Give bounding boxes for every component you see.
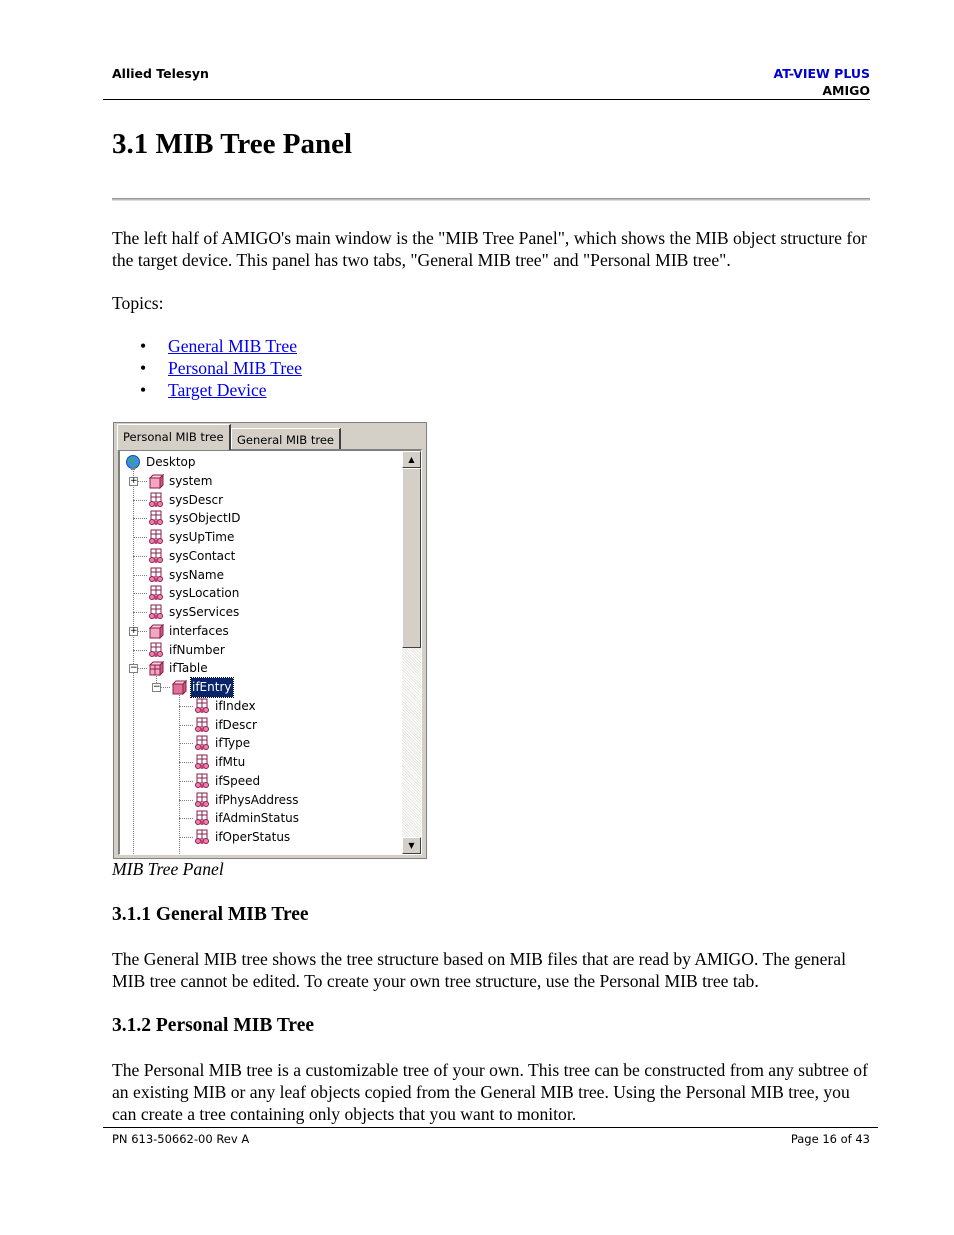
leaf-object-icon [147, 567, 165, 583]
leaf-object-icon [147, 492, 165, 508]
tree-node-ifdescr[interactable] [193, 716, 258, 735]
leaf-object-icon [193, 754, 211, 770]
tree-node-sysname[interactable] [147, 566, 225, 585]
title-rule [112, 198, 870, 201]
tree-node-syscontact[interactable] [147, 547, 236, 566]
leaf-object-icon [147, 604, 165, 620]
tree-node-label: sysContact [169, 548, 236, 563]
scroll-thumb[interactable] [402, 468, 421, 648]
tree-connector-line [133, 518, 147, 519]
tree-connector-line [133, 650, 147, 651]
tree-node-system[interactable] [147, 472, 213, 491]
folder-node-icon [147, 623, 165, 639]
topic-link-target-device[interactable]: Target Device [168, 380, 267, 400]
tree-connector-line [179, 725, 193, 726]
tree-node-label: Desktop [146, 455, 196, 469]
section-body-personal: The Personal MIB tree is a customizable tree of your own. This tree can be constructed from any subtree of an existing MIB or any leaf objects copied from the General MIB tree. Using the Personal MIB tree, you can create a tree containing only objects that you want to monitor. [112, 1060, 868, 1124]
leaf-object-icon [147, 510, 165, 526]
tree-node-label: ifMtu [215, 755, 246, 769]
tree-connector-line [133, 500, 147, 501]
tree-node-label: ifSpeed [215, 773, 261, 788]
footer-rule [103, 1127, 878, 1128]
leaf-object-icon [193, 773, 211, 789]
leaf-object-icon [193, 792, 211, 808]
topics-label: Topics: [112, 293, 164, 313]
tree-node-label: ifType [215, 736, 251, 751]
tree-node-label: ifDescr [215, 717, 257, 732]
tree-connector-line [133, 575, 147, 576]
tree-node-label: ifIndex [215, 698, 256, 713]
tree-view [118, 449, 422, 855]
topic-link-personal-mib-tree[interactable]: Personal MIB Tree [168, 358, 302, 378]
expand-icon[interactable]: + [130, 475, 138, 486]
tree-node-desktop[interactable] [124, 453, 197, 472]
topics-list [140, 335, 302, 401]
topic-link-general-mib-tree[interactable]: General MIB Tree [168, 336, 297, 356]
leaf-object-icon [193, 698, 211, 714]
footer-part-number: PN 613-50662-00 Rev A [112, 1132, 250, 1146]
tree-node-ifoperstatus[interactable] [193, 828, 291, 847]
leaf-object-icon [193, 810, 211, 826]
leaf-object-icon [193, 735, 211, 751]
tree-connector-line [179, 837, 193, 838]
tree-node-ifphysaddress[interactable] [193, 791, 300, 810]
tree-node-label: system [169, 473, 213, 488]
tree-node-label: sysName [169, 567, 225, 582]
tree-node-iftype[interactable] [193, 734, 251, 753]
entry-node-icon [170, 679, 188, 695]
tree-node-label: ifNumber [169, 642, 225, 657]
tree-node-sysservices[interactable] [147, 603, 240, 622]
collapse-icon[interactable]: − [153, 682, 161, 692]
tree-connector-line [133, 556, 147, 557]
header-module: AMIGO [822, 83, 870, 98]
tree-connector-line [179, 762, 193, 763]
tree-connector-line [133, 593, 147, 594]
vertical-scrollbar[interactable] [402, 451, 421, 854]
tree-node-label: ifPhysAddress [215, 792, 299, 807]
section-heading-personal: 3.1.2 Personal MIB Tree [112, 1015, 315, 1036]
intro-paragraph: The left half of AMIGO's main window is the "MIB Tree Panel", which shows the MIB object structure for the target device. This panel has two tabs, "General MIB tree" and "Personal MIB tree". [112, 228, 867, 270]
tree-node-label: ifOperStatus [215, 830, 291, 844]
tree-node-syslocation[interactable] [147, 584, 240, 603]
figure-caption: MIB Tree Panel [112, 859, 224, 879]
tree-node-sysobjectid[interactable] [147, 509, 241, 528]
header-rule [103, 99, 870, 100]
globe-icon [124, 454, 142, 470]
tree-node-ifadminstatus[interactable] [193, 809, 300, 828]
tree-node-iftable[interactable] [147, 659, 209, 678]
tree-node-interfaces[interactable] [147, 622, 230, 641]
leaf-object-icon [193, 717, 211, 733]
header-company: Allied Telesyn [112, 66, 209, 81]
leaf-object-icon [147, 585, 165, 601]
mib-tree-panel-screenshot [113, 422, 427, 859]
header-product: AT-VIEW PLUS [773, 66, 870, 81]
tree-node-label: ifEntry [191, 678, 233, 697]
tree-node-label: sysServices [169, 605, 240, 619]
mib-tree [120, 451, 404, 854]
tree-node-label: sysObjectID [169, 511, 241, 526]
tree-node-ifnumber[interactable] [147, 641, 226, 660]
scroll-down-button[interactable]: ▼ [402, 837, 421, 854]
scroll-up-button[interactable]: ▲ [402, 451, 421, 468]
tree-node-sysuptime[interactable] [147, 528, 235, 547]
footer-page-number: Page 16 of 43 [790, 1132, 870, 1146]
tree-node-label: ifTable [169, 661, 208, 676]
topic-item [140, 335, 302, 357]
tree-node-ifentry[interactable] [170, 678, 233, 697]
tree-node-ifindex[interactable] [193, 697, 257, 716]
page-title: 3.1 MIB Tree Panel [112, 128, 353, 160]
tree-node-label: ifAdminStatus [215, 811, 300, 826]
leaf-object-icon [193, 829, 211, 845]
tree-connector-line [179, 706, 193, 707]
leaf-object-icon [147, 642, 165, 658]
tree-connector-line [179, 781, 193, 782]
section-heading-general: 3.1.1 General MIB Tree [112, 904, 309, 925]
tree-connector-line [133, 468, 134, 854]
tree-connector-line [179, 743, 193, 744]
tree-node-ifmtu[interactable] [193, 753, 246, 772]
tree-connector-line [179, 818, 193, 819]
topic-item [140, 357, 302, 379]
tree-node-ifspeed[interactable] [193, 772, 261, 791]
tree-node-sysdescr[interactable] [147, 491, 224, 510]
tree-connector-line [179, 800, 193, 801]
tree-connector-line [133, 612, 147, 613]
tree-node-label: sysLocation [169, 586, 240, 601]
tree-connector-line [133, 537, 147, 538]
tree-connector-line [179, 693, 180, 854]
leaf-object-icon [147, 548, 165, 564]
topic-item [140, 379, 302, 401]
tab-personal-mib-tree[interactable]: Personal MIB tree [117, 424, 231, 450]
tree-node-label: sysDescr [169, 492, 224, 507]
collapse-icon[interactable]: − [130, 663, 138, 674]
section-body-general: The General MIB tree shows the tree structure based on MIB files that are read by AMIGO. The general MIB tree cannot be edited. To create your own tree structure, use the Personal MIB tree tab. [112, 949, 846, 991]
tree-node-label: sysUpTime [169, 530, 235, 544]
table-node-icon [147, 660, 165, 676]
expand-icon[interactable]: + [130, 625, 138, 636]
tree-node-label: interfaces [169, 623, 229, 638]
tab-general-mib-tree[interactable]: General MIB tree [231, 428, 341, 450]
folder-node-icon [147, 473, 165, 489]
leaf-object-icon [147, 529, 165, 545]
